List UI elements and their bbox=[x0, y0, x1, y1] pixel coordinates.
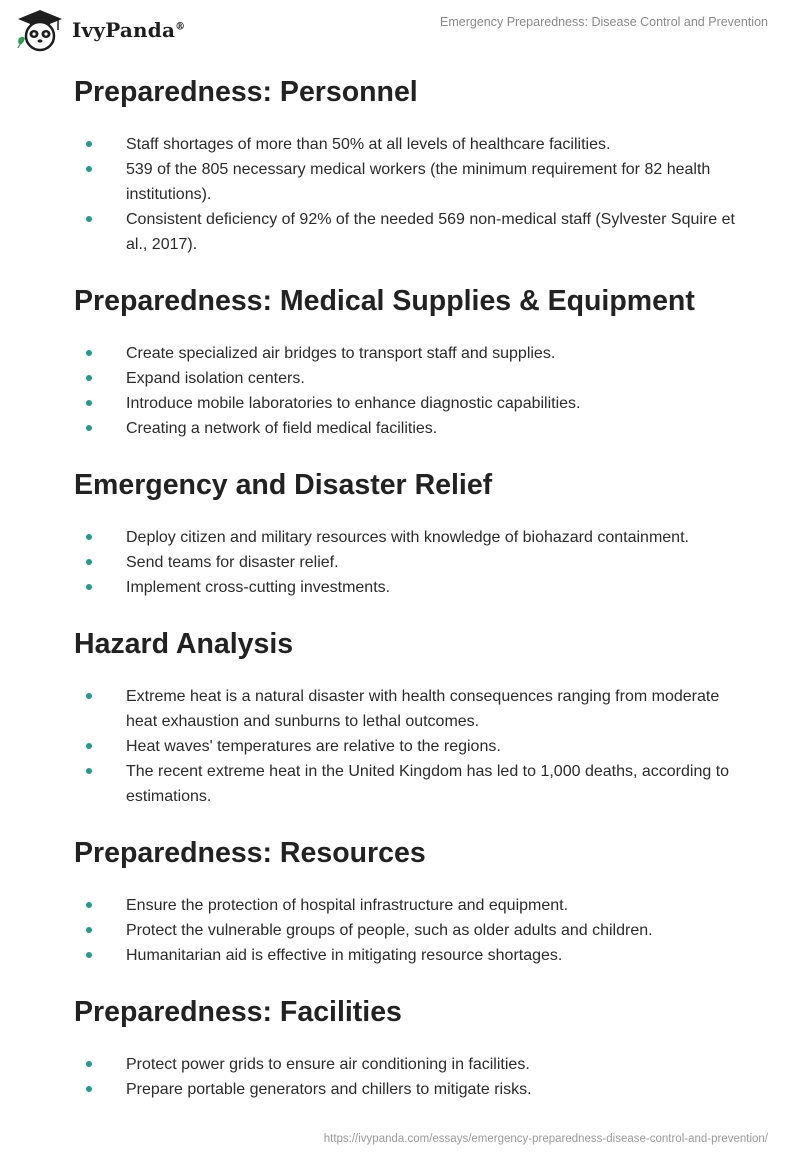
bullet-icon bbox=[86, 425, 92, 431]
bullet-icon bbox=[86, 375, 92, 381]
list-item: Deploy citizen and military resources with knowledge of biohazard containment. bbox=[74, 525, 754, 550]
bullet-icon bbox=[86, 952, 92, 958]
list-item: The recent extreme heat in the United Kingdom has led to 1,000 deaths, according to estimations. bbox=[74, 759, 754, 809]
bullet-icon bbox=[86, 1086, 92, 1092]
list-item: Creating a network of field medical facilities. bbox=[74, 416, 754, 441]
bullet-icon bbox=[86, 693, 92, 699]
bullet-icon bbox=[86, 584, 92, 590]
list-item: Implement cross-cutting investments. bbox=[74, 575, 754, 600]
source-url-link[interactable]: https://ivypanda.com/essays/emergency-preparedness-disease-control-and-prevention/ bbox=[323, 1133, 768, 1145]
bullet-icon bbox=[86, 927, 92, 933]
list-item: Expand isolation centers. bbox=[74, 366, 754, 391]
bullet-list bbox=[74, 132, 754, 257]
section-heading: Emergency and Disaster Relief bbox=[74, 469, 493, 501]
section-disaster-relief bbox=[74, 465, 754, 600]
bullet-icon bbox=[86, 743, 92, 749]
list-item: Consistent deficiency of 92% of the needed 569 non-medical staff (Sylvester Squire et al., 2017). bbox=[74, 207, 754, 257]
section-heading: Preparedness: Medical Supplies & Equipment bbox=[74, 285, 695, 317]
bullet-list bbox=[74, 341, 754, 441]
section-heading: Preparedness: Personnel bbox=[74, 76, 418, 108]
slide-content bbox=[74, 72, 754, 1126]
list-item: Staff shortages of more than 50% at all levels of healthcare facilities. bbox=[74, 132, 754, 157]
list-item: Humanitarian aid is effective in mitigating resource shortages. bbox=[74, 943, 754, 968]
page-header bbox=[0, 0, 800, 60]
bullet-icon bbox=[86, 400, 92, 406]
bullet-icon bbox=[86, 350, 92, 356]
bullet-icon bbox=[86, 534, 92, 540]
bullet-icon bbox=[86, 559, 92, 565]
list-item: Protect power grids to ensure air conditioning in facilities. bbox=[74, 1052, 754, 1077]
list-item: Prepare portable generators and chillers to mitigate risks. bbox=[74, 1077, 754, 1102]
list-item: Send teams for disaster relief. bbox=[74, 550, 754, 575]
bullet-list bbox=[74, 1052, 754, 1102]
list-item: Extreme heat is a natural disaster with health consequences ranging from moderate heat exhaustion and sunburns to lethal outcomes. bbox=[74, 684, 754, 734]
bullet-list bbox=[74, 893, 754, 968]
bullet-icon bbox=[86, 216, 92, 222]
bullet-list bbox=[74, 684, 754, 809]
document-title: Emergency Preparedness: Disease Control and Prevention bbox=[440, 15, 768, 29]
section-heading: Hazard Analysis bbox=[74, 628, 294, 660]
bullet-icon bbox=[86, 141, 92, 147]
section-heading: Preparedness: Resources bbox=[74, 837, 426, 869]
list-item: Create specialized air bridges to transport staff and supplies. bbox=[74, 341, 754, 366]
list-item: Heat waves' temperatures are relative to the regions. bbox=[74, 734, 754, 759]
section-medical-supplies bbox=[74, 281, 754, 441]
section-resources bbox=[74, 833, 754, 968]
list-item: Introduce mobile laboratories to enhance diagnostic capabilities. bbox=[74, 391, 754, 416]
section-heading: Preparedness: Facilities bbox=[74, 996, 402, 1028]
panda-logo-icon bbox=[14, 8, 66, 52]
list-item: Ensure the protection of hospital infrastructure and equipment. bbox=[74, 893, 754, 918]
section-hazard-analysis bbox=[74, 624, 754, 809]
list-item: Protect the vulnerable groups of people, such as older adults and children. bbox=[74, 918, 754, 943]
bullet-icon bbox=[86, 768, 92, 774]
section-facilities bbox=[74, 992, 754, 1102]
list-item: 539 of the 805 necessary medical workers (the minimum requirement for 82 health institutions). bbox=[74, 157, 754, 207]
bullet-icon bbox=[86, 166, 92, 172]
brand-logo[interactable] bbox=[14, 8, 185, 52]
bullet-icon bbox=[86, 1061, 92, 1067]
bullet-icon bbox=[86, 902, 92, 908]
bullet-list bbox=[74, 525, 754, 600]
brand-name: IvyPanda® bbox=[72, 18, 186, 42]
section-personnel bbox=[74, 72, 754, 257]
